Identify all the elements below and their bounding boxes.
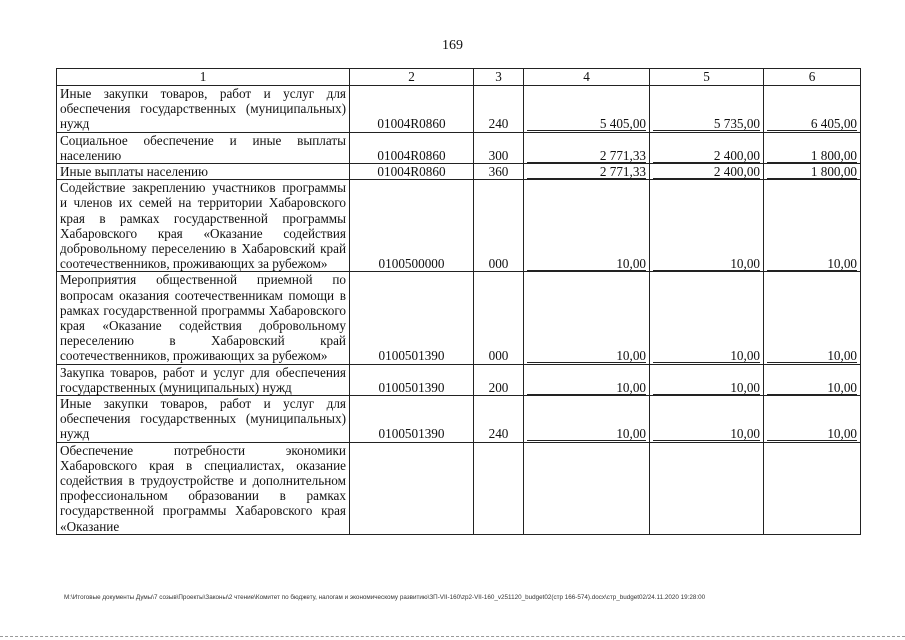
row-code: 0100500000 — [350, 180, 474, 272]
header-col-4: 4 — [524, 69, 650, 86]
row-value-6: 10,00 — [767, 427, 857, 441]
row-code: 0100501390 — [350, 272, 474, 364]
row-kind: 300 — [474, 132, 524, 163]
row-name: Обеспечение потребности экономики Хабаровского края в специалистах, оказание содействия в трудоустройстве и дополнительном профессиональном образовании в рамках государственной программы Хабаровского края «Оказание — [57, 442, 350, 534]
row-code: 01004R0860 — [350, 164, 474, 180]
row-value-5: 10,00 — [653, 257, 760, 271]
page-number: 169 — [442, 38, 463, 53]
table-row — [57, 86, 861, 133]
budget-table — [56, 68, 861, 535]
row-name: Социальное обеспечение и иные выплаты населению — [57, 132, 350, 163]
table-row — [57, 164, 861, 180]
row-value-6: 6 405,00 — [767, 117, 857, 131]
row-value-6: 1 800,00 — [767, 165, 857, 179]
row-kind: 360 — [474, 164, 524, 180]
row-kind: 000 — [474, 272, 524, 364]
table-row — [57, 442, 861, 534]
header-col-6: 6 — [764, 69, 861, 86]
page-edge-divider — [0, 636, 905, 637]
row-kind: 000 — [474, 180, 524, 272]
row-value-4: 10,00 — [527, 349, 646, 363]
row-value-5 — [650, 442, 764, 534]
row-code: 0100501390 — [350, 396, 474, 443]
table-row — [57, 132, 861, 163]
row-kind: 200 — [474, 364, 524, 395]
row-value-6: 1 800,00 — [767, 149, 857, 163]
row-value-5: 10,00 — [653, 349, 760, 363]
table-row — [57, 396, 861, 443]
header-row — [57, 69, 861, 86]
row-name: Иные закупки товаров, работ и услуг для обеспечения государственных (муниципальных) нужд — [57, 86, 350, 133]
row-value-4: 10,00 — [527, 381, 646, 395]
row-value-6 — [764, 442, 861, 534]
row-name: Закупка товаров, работ и услуг для обеспечения государственных (муниципальных) нужд — [57, 364, 350, 395]
row-name: Иные выплаты населению — [57, 164, 350, 180]
row-kind: 240 — [474, 86, 524, 133]
row-value-4: 5 405,00 — [527, 117, 646, 131]
row-value-4: 10,00 — [527, 257, 646, 271]
row-kind — [474, 442, 524, 534]
header-col-5: 5 — [650, 69, 764, 86]
row-name: Мероприятия общественной приемной по вопросам оказания соотечественникам помощи в рамках государственной программы Хабаровского края «Оказание содействия добровольному переселению в Хабаровский край соотечественников, проживающих за рубежом» — [57, 272, 350, 364]
row-value-5: 5 735,00 — [653, 117, 760, 131]
table-row — [57, 272, 861, 364]
row-value-4: 2 771,33 — [527, 165, 646, 179]
header-col-2: 2 — [350, 69, 474, 86]
table-row — [57, 180, 861, 272]
row-value-4: 10,00 — [527, 427, 646, 441]
row-value-5: 2 400,00 — [653, 149, 760, 163]
row-value-6: 10,00 — [767, 349, 857, 363]
row-code — [350, 442, 474, 534]
row-name: Содействие закреплению участников программы и членов их семей на территории Хабаровского края в рамках государственной программы Хабаровского края «Оказание содействия добровольному переселению в Хабаровский край соотечественников, проживающих за рубежом» — [57, 180, 350, 272]
row-value-5: 10,00 — [653, 427, 760, 441]
row-value-6: 10,00 — [767, 381, 857, 395]
row-name: Иные закупки товаров, работ и услуг для обеспечения государственных (муниципальных) нужд — [57, 396, 350, 443]
row-code: 01004R0860 — [350, 132, 474, 163]
row-value-5: 2 400,00 — [653, 165, 760, 179]
header-col-3: 3 — [474, 69, 524, 86]
row-value-5: 10,00 — [653, 381, 760, 395]
row-code: 0100501390 — [350, 364, 474, 395]
row-value-4 — [524, 442, 650, 534]
header-col-1: 1 — [57, 69, 350, 86]
table-row — [57, 364, 861, 395]
row-value-4: 2 771,33 — [527, 149, 646, 163]
row-kind: 240 — [474, 396, 524, 443]
row-code: 01004R0860 — [350, 86, 474, 133]
footer-file-path: M:\Итоговые документы Думы\7 созыв\Проекты\Законы\2 чтение\Комитет по бюджету, налогам и экономическому развитию\ЗП-VII-160\zp2-VII-160_v251120_budget02(стр 166-574).docx\стр_budget02/24.11.2020 19:28:00 — [64, 594, 706, 601]
row-value-6: 10,00 — [767, 257, 857, 271]
